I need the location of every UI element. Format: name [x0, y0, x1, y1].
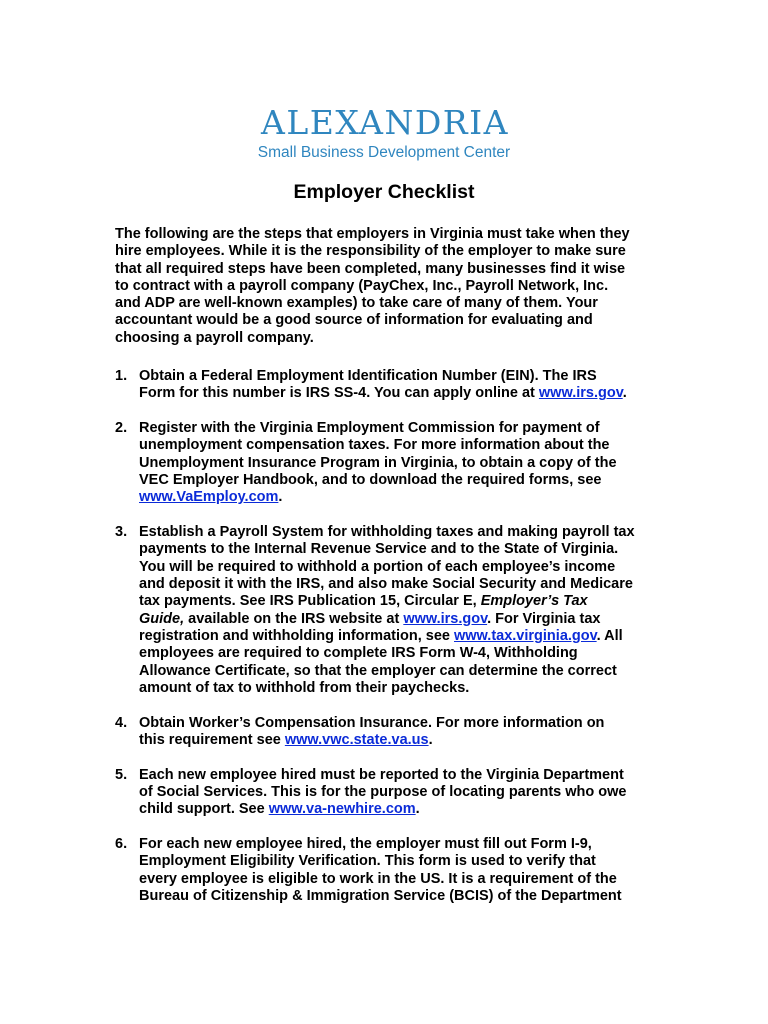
intro-line: that all required steps have been completed, many businesses find it wise: [115, 260, 626, 277]
checklist-item-3: [115, 524, 655, 697]
logo-wordmark: ALEXANDRIA: [260, 103, 510, 142]
item-text: tax payments. See IRS Publication 15, Circular E,: [139, 593, 477, 610]
item-line: You will be required to withhold a portion of each employee’s income: [139, 558, 616, 575]
item-text: .: [428, 731, 433, 748]
item-line: Unemployment Insurance Program in Virginia, to obtain a copy of the: [139, 454, 617, 471]
checklist-item-4: [115, 715, 655, 750]
item-line: payments to the Internal Revenue Service and to the State of Virginia.: [139, 541, 619, 558]
vaemploy-link[interactable]: www.VaEmploy.com: [139, 489, 279, 506]
item-text: .: [415, 801, 420, 818]
irs-link[interactable]: www.irs.gov: [403, 610, 488, 627]
publication-title: Guide,: [139, 610, 185, 627]
item-line: [139, 732, 655, 749]
checklist-item-2: [115, 420, 655, 506]
checklist-steps: [115, 368, 655, 905]
intro-line: choosing a payroll company.: [115, 329, 314, 346]
logo-subtitle: Small Business Development Center: [257, 144, 511, 161]
intro-line: hire employees. While it is the responsibility of the employer to make sure: [115, 243, 626, 260]
irs-link[interactable]: www.irs.gov: [538, 385, 623, 402]
intro-line: and ADP are well-known examples) to take care of many of them. Your: [115, 295, 598, 312]
item-text: . All: [596, 627, 623, 644]
item-line: [139, 801, 655, 818]
item-text: .: [622, 385, 627, 402]
item-line: [139, 489, 655, 506]
item-text: available on the IRS website at: [188, 610, 400, 627]
va-newhire-link[interactable]: www.va-newhire.com: [268, 801, 416, 818]
item-line: [139, 385, 655, 402]
item-line: [139, 628, 655, 645]
item-text: this requirement see: [139, 731, 281, 748]
item-line: [139, 593, 655, 610]
alexandria-sbdc-logo: [0, 104, 768, 163]
item-text: Form for this number is IRS SS-4. You can apply online at: [139, 385, 535, 402]
item-line: VEC Employer Handbook, and to download the required forms, see: [139, 472, 602, 489]
item-line: Obtain a Federal Employment Identification Number (EIN). The IRS: [139, 368, 597, 385]
item-line: Each new employee hired must be reported to the Virginia Department: [139, 766, 624, 783]
item-line: Obtain Worker’s Compensation Insurance. For more information on: [139, 714, 605, 731]
item-number: 3.: [115, 524, 128, 541]
item-number: 2.: [115, 420, 128, 437]
checklist-item-5: [115, 767, 655, 819]
item-number: 5.: [115, 766, 128, 783]
item-line: and deposit it with the IRS, and also make Social Security and Medicare: [139, 576, 633, 593]
checklist-item-6: [115, 836, 655, 905]
intro-line: accountant would be a good source of information for evaluating and: [115, 312, 593, 329]
item-line: amount of tax to withhold from their paychecks.: [139, 679, 470, 696]
intro-line: The following are the steps that employers in Virginia must take when they: [115, 226, 630, 242]
item-line: Register with the Virginia Employment Commission for payment of: [139, 420, 600, 437]
item-text: . For Virginia tax: [487, 610, 601, 627]
item-number: 4.: [115, 714, 128, 731]
item-text: child support. See: [139, 801, 265, 818]
item-number: 1.: [115, 368, 128, 385]
item-text: .: [278, 489, 283, 506]
publication-title: Employer’s Tax: [480, 593, 588, 610]
document-body: [115, 226, 655, 923]
page-title: Employer Checklist: [293, 181, 475, 203]
item-line: [139, 611, 655, 628]
item-line: employees are required to complete IRS Form W-4, Withholding: [139, 645, 578, 662]
intro-paragraph: [115, 226, 655, 347]
item-line: Bureau of Citizenship & Immigration Service (BCIS) of the Department: [139, 888, 622, 904]
item-line: Allowance Certificate, so that the employer can determine the correct: [139, 662, 617, 679]
item-line: every employee is eligible to work in the US. It is a requirement of the: [139, 870, 617, 887]
item-text: registration and withholding information, see: [139, 627, 450, 644]
item-line: Establish a Payroll System for withholding taxes and making payroll tax: [139, 524, 635, 541]
item-line: Employment Eligibility Verification. This form is used to verify that: [139, 853, 596, 870]
vwc-link[interactable]: www.vwc.state.va.us: [284, 731, 429, 748]
item-line: unemployment compensation taxes. For more information about the: [139, 437, 610, 454]
item-line: For each new employee hired, the employer must fill out Form I-9,: [139, 836, 592, 853]
tax-virginia-link[interactable]: www.tax.virginia.gov: [454, 627, 597, 644]
item-number: 6.: [115, 836, 128, 853]
intro-line: to contract with a payroll company (PayChex, Inc., Payroll Network, Inc.: [115, 277, 609, 294]
item-line: of Social Services. This is for the purpose of locating parents who owe: [139, 784, 627, 801]
checklist-item-1: [115, 368, 655, 403]
